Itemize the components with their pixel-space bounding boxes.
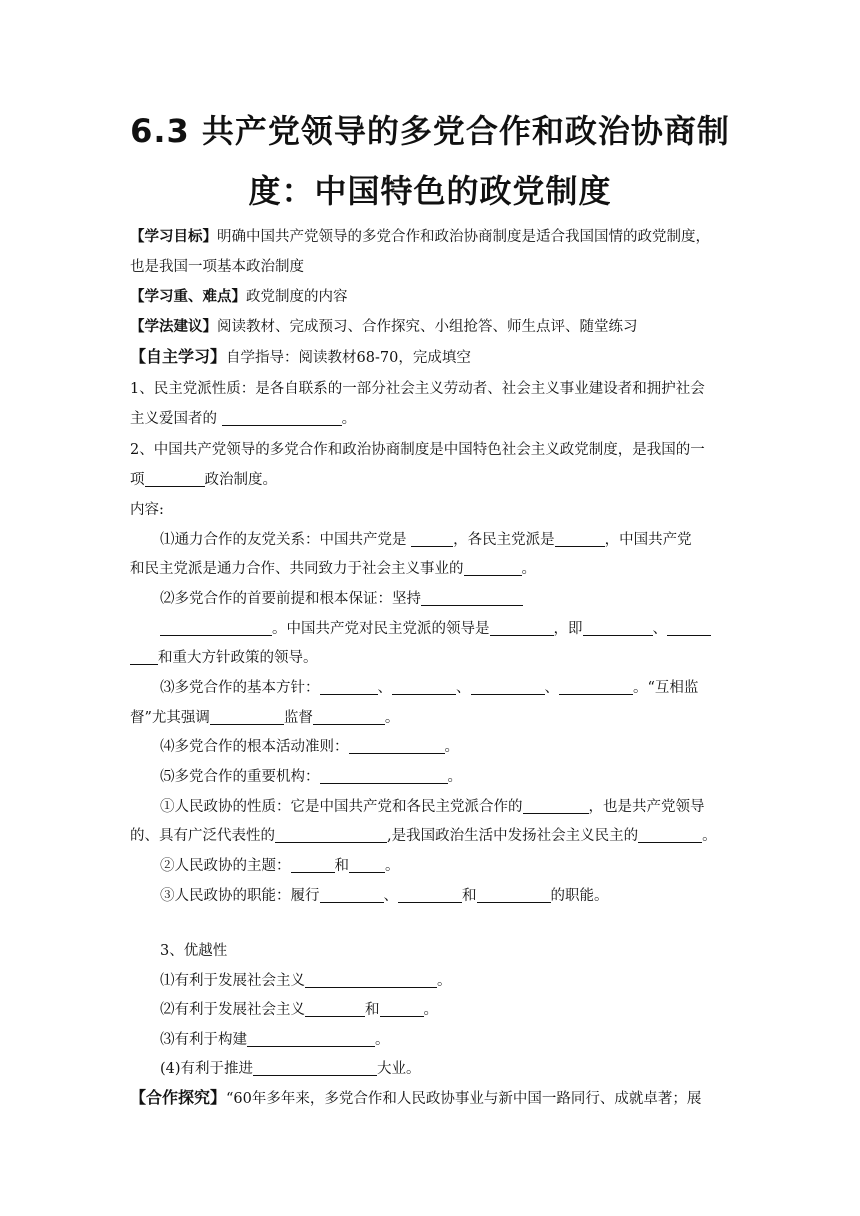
objective-line-2: 也是我国一项基本政治制度	[130, 259, 304, 275]
blank	[559, 680, 633, 695]
c1-line-1	[160, 797, 705, 817]
objective-label: 【学习目标】	[130, 229, 217, 245]
blank	[145, 472, 205, 487]
key-points-label: 【学习重、难点】	[130, 289, 246, 305]
blank	[291, 858, 335, 873]
blank	[638, 828, 702, 843]
p3-text-3: 督”尤其强调	[130, 710, 210, 726]
self-study-line	[130, 347, 471, 368]
c1-text-4: ,是我国政治生活中发扬社会主义民主的	[387, 828, 639, 844]
cooperate-text: “60年多年来，多党合作和人民政协事业与新中国一路同行、成就卓著；展	[226, 1091, 702, 1107]
item3-text-3: 和	[365, 1002, 380, 1018]
p5-line	[160, 767, 462, 787]
p3-text-2: 。“互相监	[633, 680, 699, 696]
p1-text-3: ，中国共产党	[604, 532, 692, 548]
item3-end: 。	[437, 973, 452, 989]
c2-line	[160, 856, 400, 876]
c1-text: ①人民政协的性质：它是中国共产党和各民主党派合作的	[160, 799, 523, 815]
p2-line-3	[130, 648, 318, 668]
p3-sep: 、	[456, 680, 471, 696]
method-text: 阅读教材、完成预习、合作探究、小组抢答、师生点评、随堂练习	[217, 319, 638, 335]
item2-line-2	[130, 470, 277, 490]
objective-line-1	[130, 227, 710, 247]
blank	[320, 769, 448, 784]
p1-line-2	[130, 559, 536, 579]
blank	[305, 1002, 365, 1017]
p3-text-4: 监督	[283, 710, 313, 726]
blank	[320, 888, 384, 903]
blank	[222, 411, 342, 426]
c3-sep: 、	[383, 888, 398, 904]
item3-line-3	[160, 1030, 390, 1050]
item3-line-1	[160, 971, 452, 991]
p3-sep: 、	[377, 680, 392, 696]
p2-text: ⑵多党合作的首要前提和根本保证：坚持	[160, 591, 421, 607]
method-line	[130, 317, 638, 337]
p1-text-2: ，各民主党派是	[453, 532, 555, 548]
method-label: 【学法建议】	[130, 319, 217, 335]
content-label: 内容:	[130, 502, 164, 518]
blank	[667, 621, 711, 636]
p4-end: 。	[444, 739, 459, 755]
blank	[398, 888, 462, 903]
p2-sep: 、	[652, 621, 667, 637]
p1-text-4: 和民主党派是通力合作、共同致力于社会主义事业的	[130, 561, 464, 577]
blank	[523, 799, 589, 814]
blank	[471, 680, 545, 695]
c3-end: 的职能。	[550, 888, 609, 904]
item3-end-2: 。	[423, 1002, 438, 1018]
objective-text: 明确中国共产党领导的多党合作和政治协商制度是适合我国国情的政党制度，	[217, 229, 710, 245]
key-points-line	[130, 287, 348, 307]
item3-end-3: 。	[375, 1032, 390, 1048]
p2-line-1	[160, 589, 523, 609]
cooperate-label: 【合作探究】	[130, 1088, 227, 1107]
p1-text: ⑴通力合作的友党关系：中国共产党是	[160, 532, 412, 548]
item3-line-2	[160, 1000, 438, 1020]
p4-line	[160, 737, 459, 757]
blank	[349, 739, 445, 754]
key-points-text: 政党制度的内容	[246, 289, 348, 305]
blank	[253, 1061, 377, 1076]
p2-end: 和重大方针政策的领导。	[158, 650, 318, 666]
item3-end-4: 大业。	[377, 1061, 421, 1077]
blank	[247, 1032, 375, 1047]
self-study-text: 自学指导：阅读教材68-70，完成填空	[226, 350, 471, 366]
blank	[490, 621, 554, 636]
blank	[380, 1002, 424, 1017]
item1-end: 。	[341, 411, 357, 427]
item2-text: 项	[130, 472, 145, 488]
p5-end: 。	[447, 769, 462, 785]
c1-end: 。	[702, 828, 717, 844]
p3-line-1	[160, 678, 698, 698]
p1-end: 。	[521, 561, 536, 577]
blank	[555, 532, 605, 547]
item2-end: 政治制度。	[204, 472, 277, 488]
p2-text-3: ，即	[553, 621, 583, 637]
c2-text-2: 和	[334, 858, 349, 874]
item1-line-1: 1、民主党派性质：是各自联系的一部分社会主义劳动者、社会主义事业建设者和拥护社会	[130, 381, 705, 397]
page-title-line-2: 度：中国特色的政党制度	[248, 172, 612, 210]
blank	[275, 828, 387, 843]
page-title-line-1: 6.3 共产党领导的多党合作和政治协商制	[130, 112, 730, 150]
blank	[392, 680, 456, 695]
item3-text-5: (4)有利于推进	[160, 1061, 254, 1077]
p2-text-2: 。中国共产党对民主党派的领导是	[272, 621, 490, 637]
p3-line-2	[130, 708, 399, 728]
item3-text-2: ⑵有利于发展社会主义	[160, 1002, 305, 1018]
item2-line-1: 2、中国共产党领导的多党合作和政治协商制度是中国特色社会主义政党制度，是我国的一	[130, 442, 705, 458]
p2-line-2	[160, 619, 711, 639]
blank	[411, 532, 453, 547]
p5-text: ⑸多党合作的重要机构：	[160, 769, 320, 785]
blank	[421, 591, 523, 606]
blank	[160, 621, 272, 636]
blank	[320, 680, 378, 695]
item3-heading: 3、优越性	[160, 943, 228, 959]
c2-text: ②人民政协的主题：	[160, 858, 291, 874]
p3-sep: 、	[544, 680, 559, 696]
blank	[313, 710, 385, 725]
blank	[583, 621, 653, 636]
c1-text-2: ，也是共产党领导	[588, 799, 705, 815]
blank	[477, 888, 551, 903]
blank	[305, 973, 437, 988]
p3-text: ⑶多党合作的基本方针：	[160, 680, 320, 696]
item1-text: 主义爱国者的	[130, 411, 222, 427]
c3-text-2: 和	[462, 888, 477, 904]
self-study-label: 【自主学习】	[130, 347, 227, 366]
p4-text: ⑷多党合作的根本活动准则：	[160, 739, 349, 755]
c3-line	[160, 886, 609, 906]
blank	[464, 561, 522, 576]
blank	[210, 710, 284, 725]
c1-text-3: 的、具有广泛代表性的	[130, 828, 275, 844]
item3-text: ⑴有利于发展社会主义	[160, 973, 305, 989]
c3-text: ③人民政协的职能：履行	[160, 888, 320, 904]
blank	[130, 650, 158, 665]
cooperate-line	[130, 1088, 701, 1109]
p3-end: 。	[384, 710, 400, 726]
c2-end: 。	[385, 858, 400, 874]
c1-line-2	[130, 826, 717, 846]
item3-line-4	[160, 1059, 421, 1079]
item1-line-2	[130, 409, 356, 429]
p1-line-1	[160, 530, 692, 550]
blank	[349, 858, 385, 873]
item3-text-4: ⑶有利于构建	[160, 1032, 247, 1048]
